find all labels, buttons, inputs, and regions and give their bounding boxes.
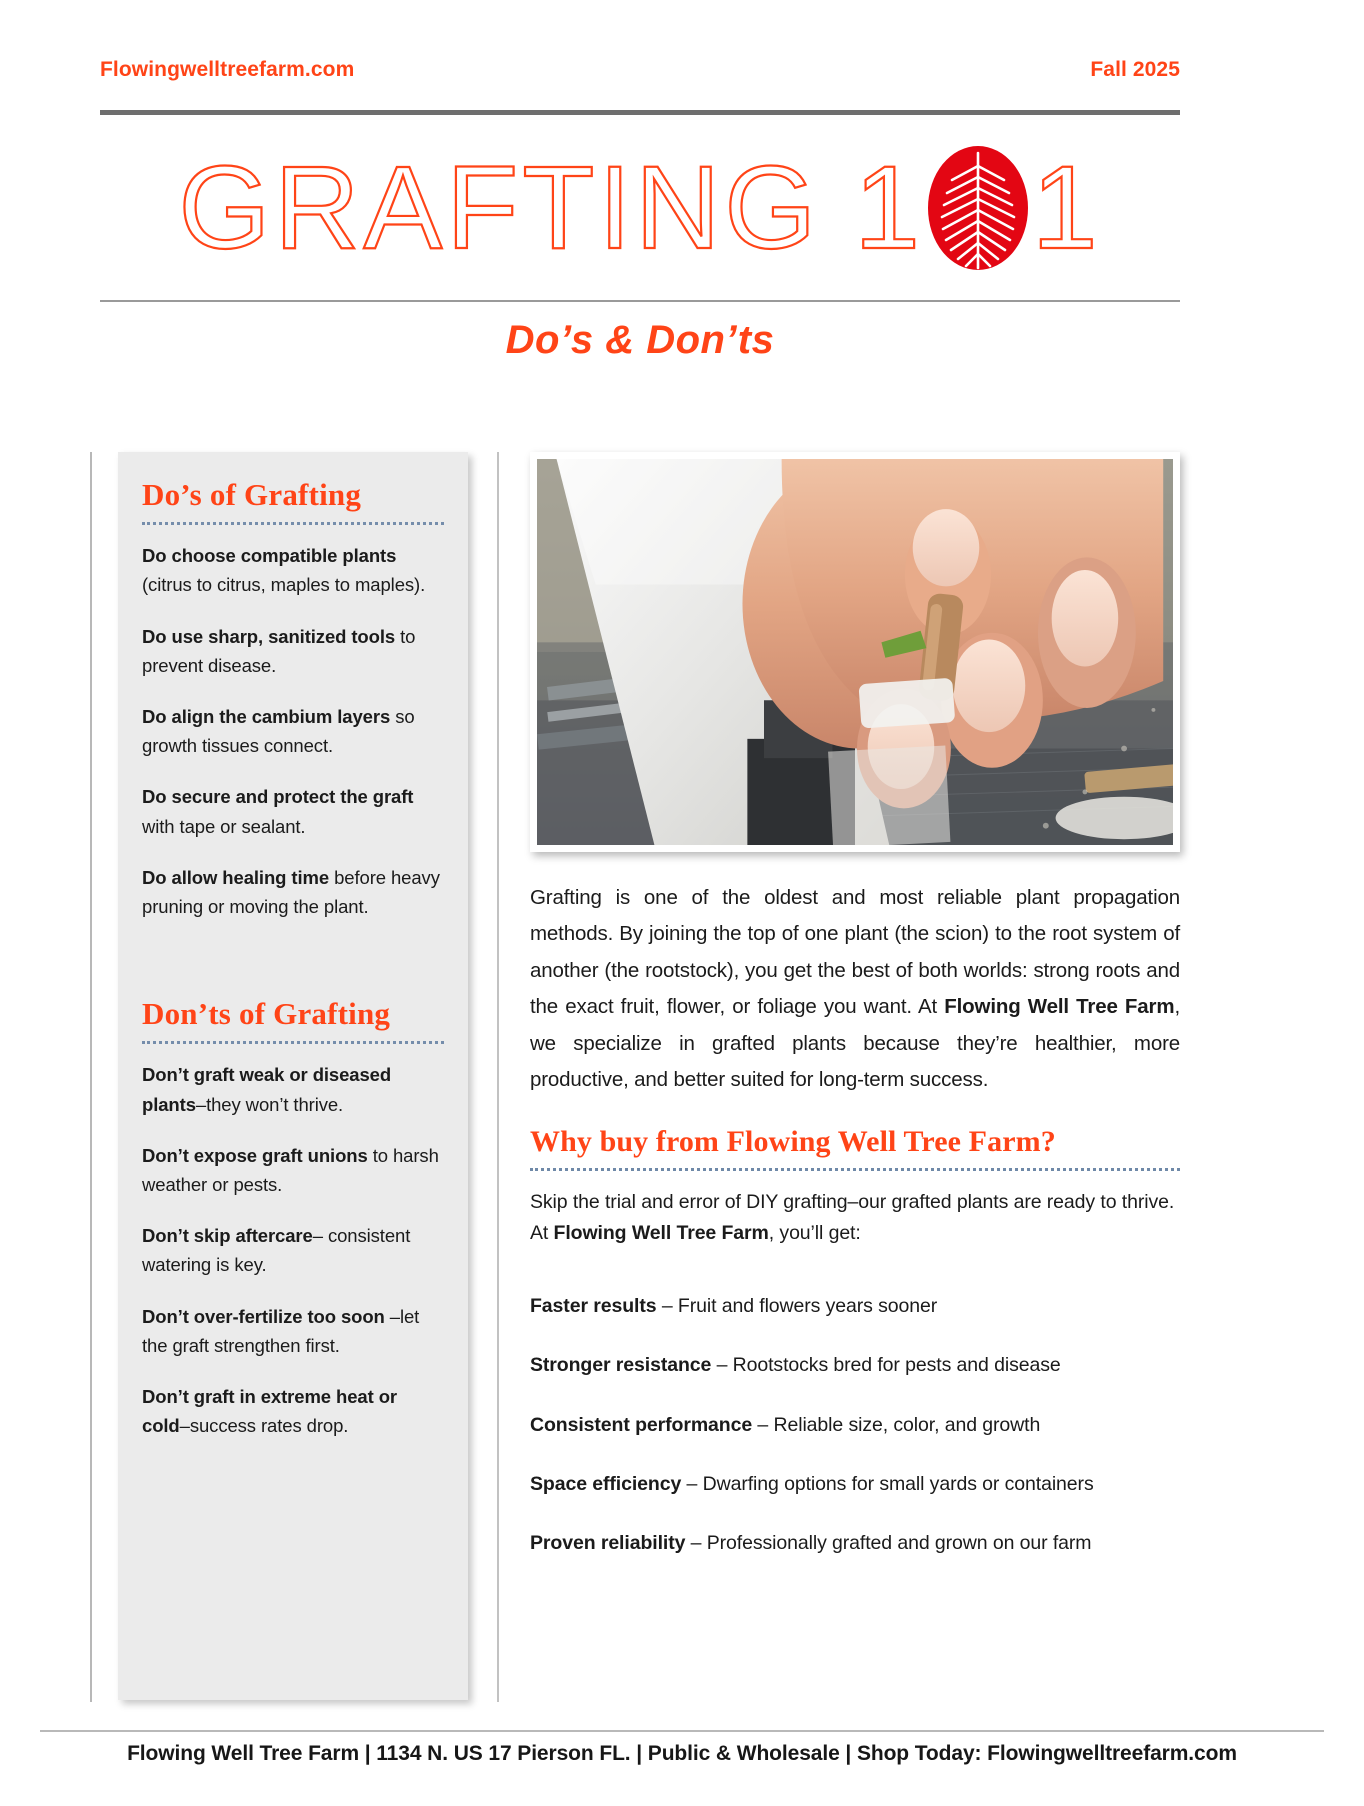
why-buy-heading: Why buy from Flowing Well Tree Farm?	[530, 1124, 1056, 1158]
list-item	[142, 782, 444, 840]
list-item	[142, 1382, 444, 1440]
intro-text-a: Grafting is one of the oldest and most reliable plant propagation methods. By joining the top of one plant (the scion) to the root system of another (the rootstock), you get the best of both worlds: strong roots and the exact fruit, flower, or foliage you want. At	[530, 886, 1180, 1019]
benefit-label: Proven reliability	[530, 1532, 686, 1555]
section-gap	[142, 943, 444, 997]
list-item-rest: before heavy pruning or moving the plant.	[142, 866, 440, 918]
list-item	[142, 1060, 444, 1118]
farm-name-bold: Flowing Well Tree Farm	[553, 1222, 769, 1245]
page-title	[179, 144, 1102, 272]
left-margin-rule	[90, 452, 92, 1702]
list-item-lead: Don’t expose graft unions	[142, 1144, 368, 1166]
list-item	[530, 1529, 1180, 1558]
grafting-photo-frame	[530, 452, 1180, 852]
benefit-desc: – Rootstocks bred for pests and disease	[711, 1354, 1061, 1377]
benefit-desc: – Reliable size, color, and growth	[752, 1413, 1041, 1436]
benefit-desc: – Professionally grafted and grown on our farm	[685, 1532, 1092, 1555]
list-item-rest: with tape or sealant.	[142, 815, 306, 837]
benefit-label: Space efficiency	[530, 1472, 682, 1495]
benefit-label: Stronger resistance	[530, 1354, 712, 1377]
list-item-lead: Do align the cambium layers	[142, 705, 391, 727]
palm-frond-circle-logo-icon	[926, 144, 1030, 272]
list-item	[142, 1302, 444, 1360]
intro-text-b: , we specialize in grafted plants because they’re healthier, more productive, and better suited for long-term success.	[530, 995, 1180, 1092]
list-item-rest: –they won’t thrive.	[195, 1093, 344, 1115]
list-item-lead: Do secure and protect the graft	[142, 786, 414, 808]
list-item	[530, 1351, 1180, 1380]
grafting-hands-photo	[537, 459, 1173, 845]
list-item	[142, 622, 444, 680]
list-item-rest: –success rates drop.	[179, 1415, 349, 1437]
list-item-rest: –let the graft strengthen first.	[142, 1305, 420, 1356]
title-digit-one-a: 1	[854, 142, 924, 274]
column-divider-rule	[497, 452, 499, 1702]
list-item	[142, 1141, 444, 1199]
benefit-label: Faster results	[530, 1295, 657, 1318]
donts-heading: Don’ts of Grafting	[142, 996, 391, 1032]
issue-label: Fall 2025	[1090, 58, 1180, 81]
main-column	[530, 452, 1180, 1588]
list-item	[142, 702, 444, 760]
page-subtitle: Do’s & Don’ts	[505, 318, 775, 362]
list-item-rest: (citrus to citrus, maples to maples).	[142, 574, 426, 596]
list-item-lead: Don’t over-fertilize too soon	[142, 1305, 385, 1327]
list-item	[530, 1470, 1180, 1499]
list-item-lead: Don’t graft in extreme heat or cold	[142, 1386, 398, 1437]
farm-name-bold: Flowing Well Tree Farm	[944, 995, 1175, 1019]
dos-heading: Do’s of Grafting	[142, 477, 362, 512]
header-rule	[100, 110, 1180, 115]
dos-donts-sidebar	[118, 452, 468, 1700]
list-item-lead: Do allow healing time	[142, 866, 330, 888]
lede-text-b: , you’ll get:	[768, 1222, 861, 1245]
list-item-lead: Don’t skip aftercare	[142, 1225, 313, 1247]
donts-divider	[142, 1041, 444, 1044]
benefits-list	[530, 1292, 1180, 1558]
list-item-rest: so growth tissues connect.	[142, 705, 415, 757]
content-columns	[0, 452, 1364, 1722]
intro-paragraph	[530, 880, 1180, 1099]
list-item-rest: – consistent watering is key.	[142, 1225, 411, 1276]
title-underrule	[100, 300, 1180, 302]
title-block	[100, 128, 1180, 288]
list-item-lead: Do choose compatible plants	[142, 545, 397, 567]
list-item-lead: Don’t graft weak or diseased plants	[142, 1064, 392, 1115]
footer-rule	[40, 1730, 1324, 1732]
benefit-label: Consistent performance	[530, 1413, 753, 1436]
list-item	[530, 1411, 1180, 1440]
title-word: GRAFTING	[178, 142, 821, 274]
list-item	[142, 1221, 444, 1279]
list-item	[142, 863, 444, 921]
benefit-desc: – Fruit and flowers years sooner	[656, 1295, 938, 1318]
list-item	[530, 1292, 1180, 1321]
footer-contact: Flowing Well Tree Farm | 1134 N. US 17 Pierson FL. | Public & Wholesale | Shop Today: Flowingwelltreefarm.com	[127, 1742, 1237, 1765]
title-digit-one-b: 1	[1031, 142, 1102, 274]
masthead	[100, 58, 1180, 82]
site-url: Flowingwelltreefarm.com	[100, 58, 355, 81]
list-item-rest: to harsh weather or pests.	[142, 1144, 439, 1196]
list-item	[142, 541, 444, 599]
dos-divider	[142, 522, 444, 525]
list-item-lead: Do use sharp, sanitized tools	[142, 625, 396, 647]
why-buy-divider	[530, 1168, 1180, 1171]
benefit-desc: – Dwarfing options for small yards or containers	[681, 1472, 1094, 1495]
lede-paragraph	[530, 1187, 1180, 1250]
list-item-rest: to prevent disease.	[142, 625, 416, 676]
lede-text-a: Skip the trial and error of DIY grafting–our grafted plants are ready to thrive. At	[530, 1190, 1175, 1245]
